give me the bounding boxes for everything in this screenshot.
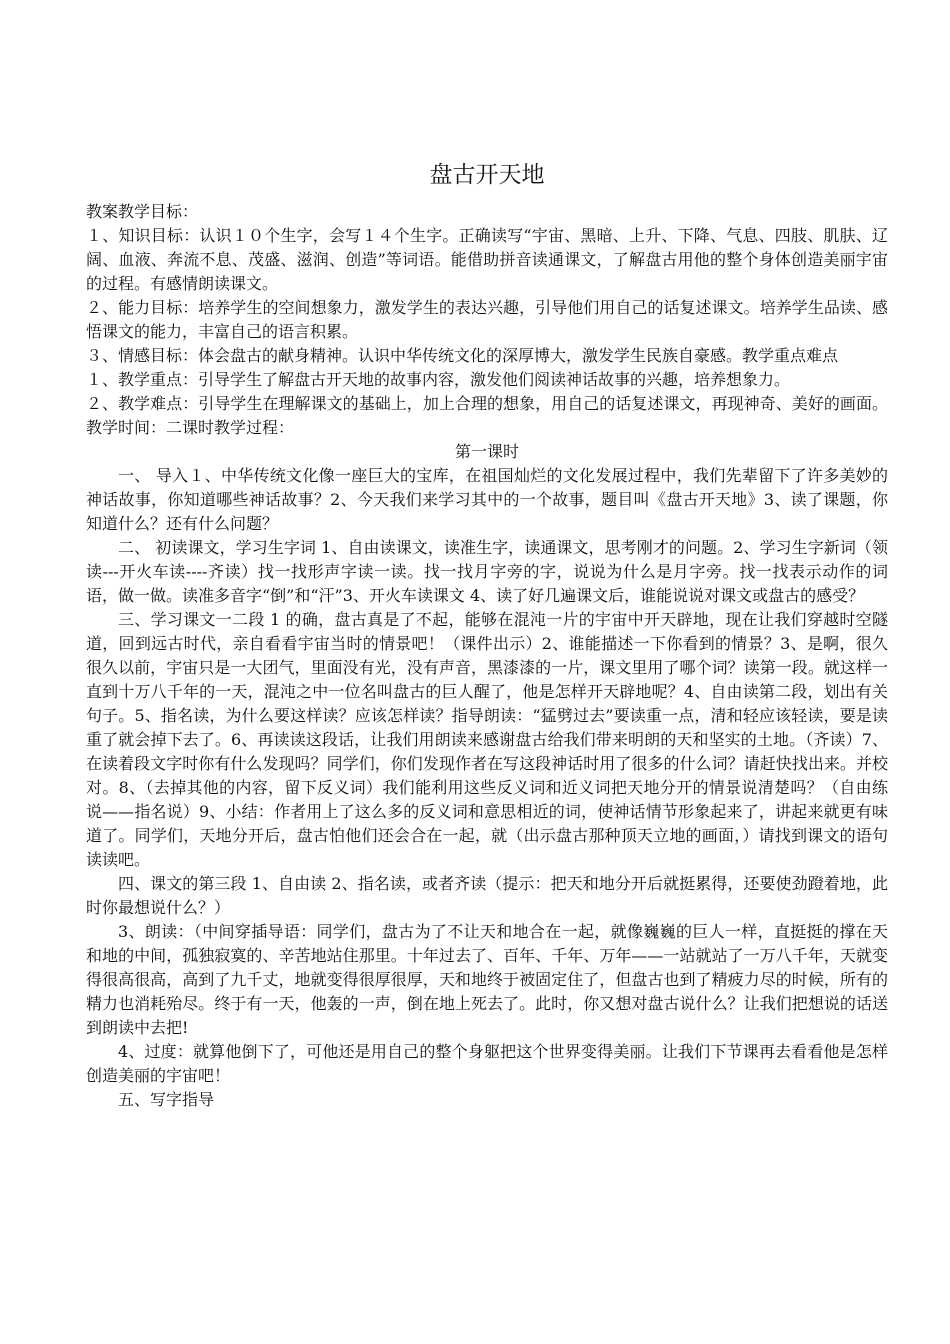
objectives-heading: 教案教学目标： bbox=[86, 202, 199, 221]
objective-ability: ２、能力目标：培养学生的空间想象力，激发学生的表达兴趣，引导他们用自己的话复述课文。培养学生品读、感悟课文的能力，丰富自己的语言积累。 bbox=[86, 298, 888, 341]
objective-emotion: ３、情感目标：体会盘古的献身精神。认识中华传统文化的深厚博大，激发学生民族自豪感。教学重点难点 bbox=[86, 346, 839, 365]
section-transition: 4、过度：就算他倒下了，可他还是用自己的整个身躯把这个世界变得美丽。让我们下节课再去看看他是怎样创造美丽的宇宙吧！ bbox=[86, 1042, 888, 1085]
document-body bbox=[86, 200, 888, 1112]
teaching-focus: １、教学重点：引导学生了解盘古开天地的故事内容，激发他们阅读神话故事的兴趣，培养想象力。 bbox=[86, 370, 791, 389]
teaching-difficulty: ２、教学难点：引导学生在理解课文的基础上，加上合理的想象，用自己的话复述课文，再现神奇、美好的画面。教学时间：二课时教学过程： bbox=[86, 394, 888, 437]
section-reading-aloud: 3、朗读：（中间穿插导语：同学们，盘古为了不让天和地合在一起，就像巍巍的巨人一样，直挺挺的撑在天和地的中间，孤独寂寞的、辛苦地站住那里。十年过去了、百年、千年、万年——一站就站了一万八千年，天就变得很高很高，高到了九千丈，地就变得很厚很厚，天和地终于被固定住了，但盘古也到了精疲力尽的时候，所有的精力也消耗殆尽。终于有一天，他轰的一声，倒在地上死去了。此时，你又想对盘古说什么？让我们把想说的话送到朗读中去把! bbox=[86, 922, 888, 1037]
objective-knowledge: １、知识目标：认识１０个生字，会写１４个生字。正确读写“宇宙、黑暗、上升、下降、气息、四肢、肌肤、辽阔、血液、奔流不息、茂盛、滋润、创造”等词语。能借助拼音读通课文，了解盘古用他的整个身体创造美丽宇宙的过程。有感情朗读课文。 bbox=[86, 226, 888, 293]
section-first-reading: 二、 初读课文，学习生字词 1、自由读课文，读准生字，读通课文，思考刚才的问题。2、学习生字新词（领读---开火车读----齐读）找一找形声字读一读。找一找月字旁的字，说说为什么是月字旁。找一找表示动作的词语，做一做。读准多音字“倒”和“汗”3、开火车读课文 4、读了好几遍课文后，谁能说说对课文或盘古的感受？ bbox=[86, 538, 888, 605]
section-paragraphs-one-two: 三、学习课文一二段 1 的确，盘古真是了不起，能够在混沌一片的宇宙中开天辟地，现在让我们穿越时空隧道，回到远古时代，亲自看看宇宙当时的情景吧！（课件出示）2、谁能描述一下你看到的情景？3、是啊，很久很久以前，宇宙只是一大团气，里面没有光，没有声音，黑漆漆的一片，课文里用了哪个词？读第一段。就这样一直到十万八千年的一天，混沌之中一位名叫盘古的巨人醒了，他是怎样开天辟地呢？4、自由读第二段，划出有关句子。5、指名读，为什么要这样读？应该怎样读？指导朗读：“猛劈过去”要读重一点，清和轻应该轻读，要是读重了就会掉下去了。6、再读读这段话，让我们用朗读来感谢盘古给我们带来明朗的天和坚实的土地。（齐读）7、在读着段文字时你有什么发现吗？同学们，你们发现作者在写这段神话时用了很多的什么词？请赶快找出来。并校对。8、（去掉其他的内容，留下反义词）我们能利用这些反义词和近义词把天地分开的情景说清楚吗？（自由练说——指名说）9、小结：作者用上了这么多的反义词和意思相近的词，使神话情节形象起来了，讲起来就更有味道了。同学们，天地分开后，盘古怕他们还会合在一起，就（出示盘古那种顶天立地的画面，）请找到课文的语句读读吧。 bbox=[86, 610, 888, 869]
section-paragraph-three: 四、课文的第三段 1、自由读 2、指名读，或者齐读（提示：把天和地分开后就挺累得，还要使劲蹬着地，此时你最想说什么？） bbox=[86, 874, 888, 917]
section-introduction: 一、 导入１、中华传统文化像一座巨大的宝库，在祖国灿烂的文化发展过程中，我们先辈留下了许多美妙的神话故事，你知道哪些神话故事？2、今天我们来学习其中的一个故事，题目叫《盘古开天地》3、读了课题，你知道什么？还有什么问题？ bbox=[86, 466, 888, 533]
lesson-heading: 第一课时 bbox=[454, 442, 519, 461]
document-title: 盘古开天地 bbox=[429, 162, 545, 188]
section-writing-guidance: 五、写字指导 bbox=[118, 1090, 215, 1109]
